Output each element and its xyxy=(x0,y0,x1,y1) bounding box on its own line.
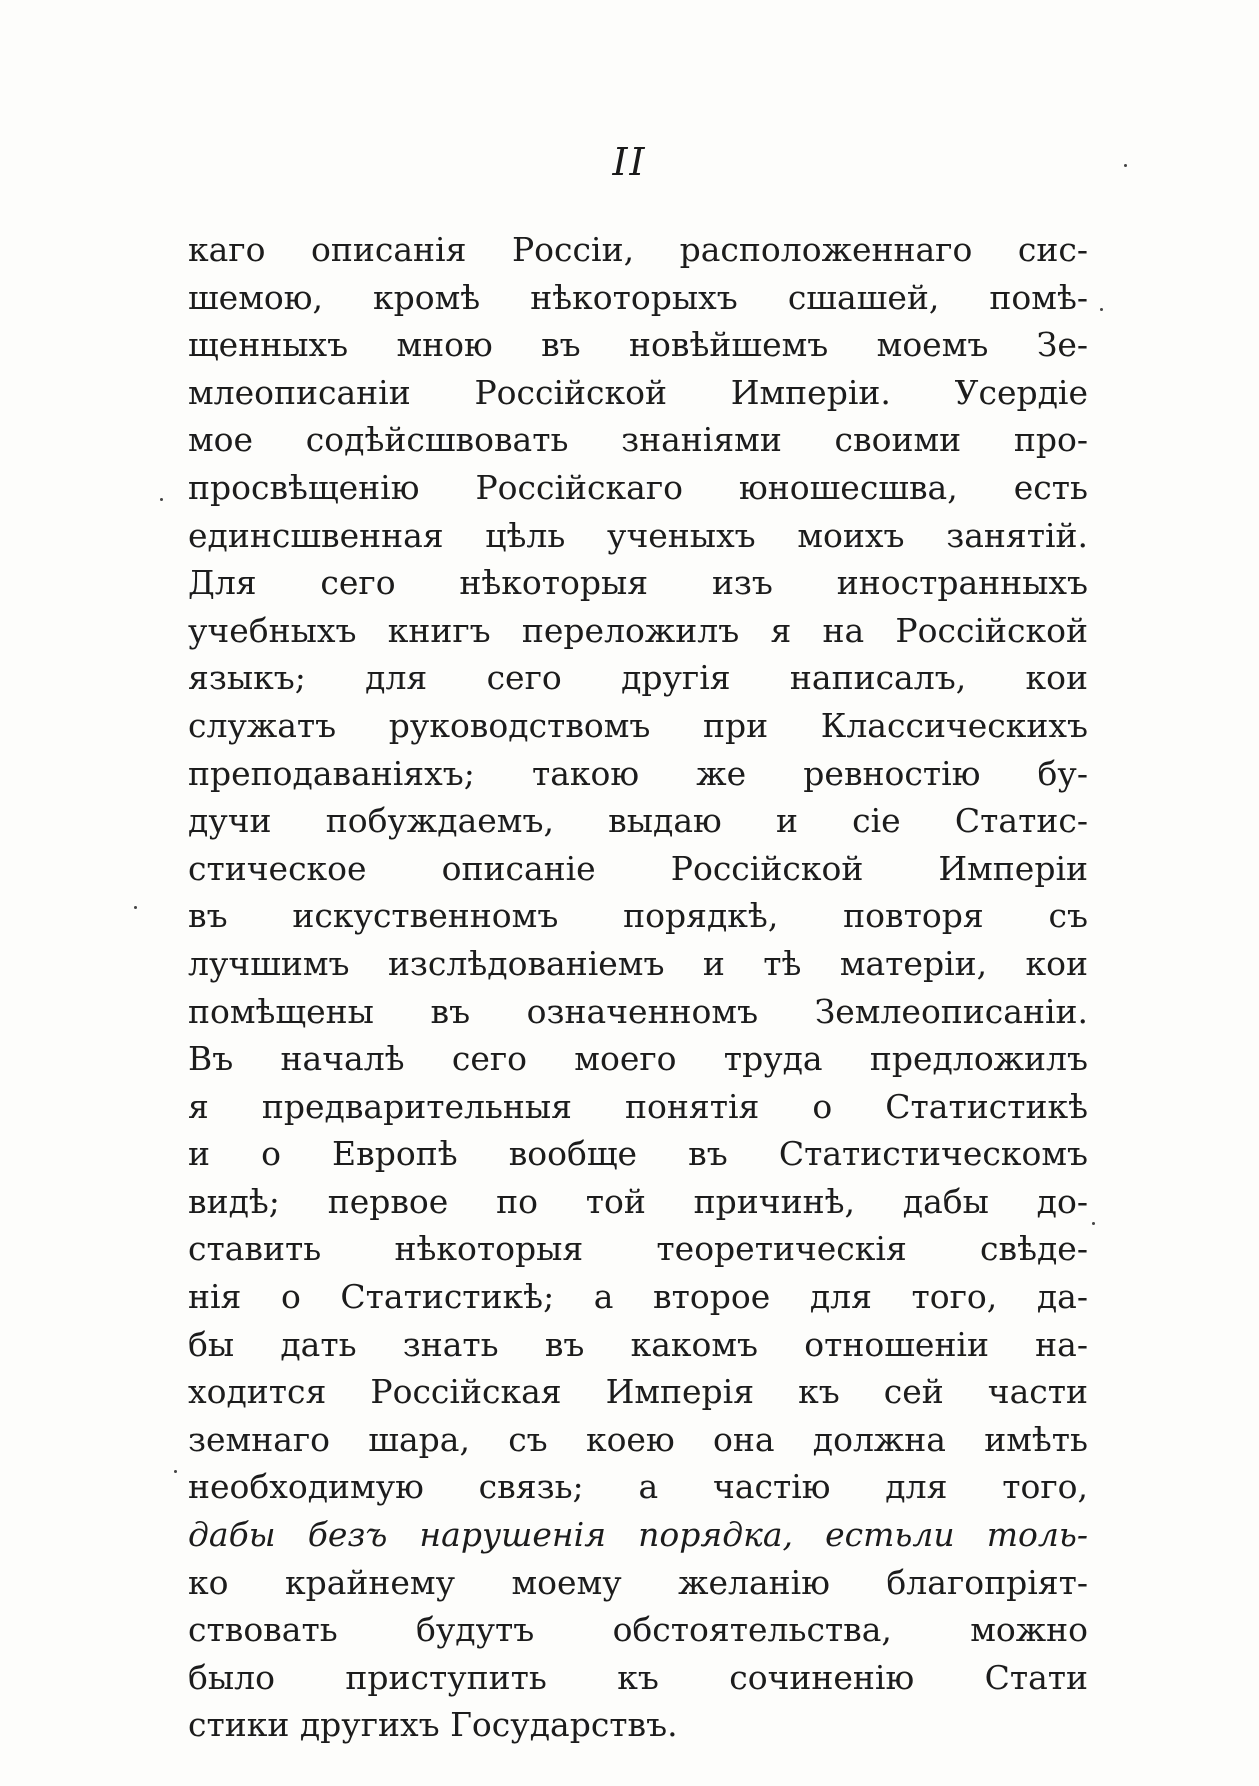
print-speck xyxy=(1124,164,1127,167)
text-line: стическое описаніе Россійской Имперіи xyxy=(188,848,1088,888)
text-line: млеописаніи Россійской Имперіи. Усердіе xyxy=(188,372,1088,412)
text-line: помѣщены въ означенномъ Землеописаніи. xyxy=(188,991,1088,1031)
text-line: служатъ руководствомъ при Классическихъ xyxy=(188,705,1088,745)
print-speck xyxy=(160,498,163,501)
text-line: было приступить къ сочиненію Стати xyxy=(188,1657,1088,1697)
text-line: земнаго шара, съ коею она должна имѣть xyxy=(188,1419,1088,1459)
text-line: каго описанія Россіи, расположеннаго сис- xyxy=(188,230,1088,269)
text-line: ставить нѣкоторыя теоретическія свѣде- xyxy=(188,1229,1088,1269)
text-line: учебныхъ книгъ переложилъ я на Россійской xyxy=(188,610,1088,650)
print-speck xyxy=(1092,1222,1095,1225)
text-line: Въ началѣ сего моего труда предложилъ xyxy=(188,1039,1088,1079)
text-line: въ искуственномъ порядкѣ, повторя съ xyxy=(188,896,1088,936)
text-line: языкъ; для сего другія написалъ, кои xyxy=(188,658,1088,698)
print-speck xyxy=(1100,308,1103,311)
text-line: нія о Статистикѣ; а второе для того, да- xyxy=(188,1277,1088,1317)
text-line: просвѣщенію Россійскаго юношесшва, есть xyxy=(188,467,1088,507)
text-line: бы дать знать въ какомъ отношеніи на- xyxy=(188,1324,1088,1364)
text-line-last: стики другихъ Государствъ. xyxy=(188,1705,678,1745)
text-line: ко крайнему моему желанію благопріят- xyxy=(188,1562,1088,1602)
text-line: ствовать будутъ обстоятельства, можно xyxy=(188,1610,1088,1650)
text-line: преподаваніяхъ; такою же ревностію бу- xyxy=(188,753,1088,793)
text-line: дучи побуждаемъ, выдаю и сіе Статис- xyxy=(188,801,1088,841)
text-line: лучшимъ изслѣдованіемъ и тѣ матеріи, кои xyxy=(188,943,1088,983)
text-line: шемою, кромѣ нѣкоторыхъ сшашей, помѣ- xyxy=(188,277,1088,317)
text-line: и о Европѣ вообще въ Статистическомъ xyxy=(188,1134,1088,1174)
text-line: Для сего нѣкоторыя изъ иностранныхъ xyxy=(188,563,1088,603)
text-line-italic: дабы безъ нарушенія порядка, естьли толь- xyxy=(188,1515,1088,1555)
text-line: единсшвенная цѣль ученыхъ моихъ занятій. xyxy=(188,515,1088,555)
text-line: я предварительныя понятія о Статистикѣ xyxy=(188,1086,1088,1126)
print-speck xyxy=(174,1470,177,1473)
text-line: видѣ; первое по той причинѣ, дабы до- xyxy=(188,1181,1088,1221)
page-number: II xyxy=(612,140,647,184)
text-line: необходимую связь; а частію для того, xyxy=(188,1467,1088,1507)
text-line: мое содѣйсшвовать знаніями своими про- xyxy=(188,420,1088,460)
text-line: ходится Россійская Имперія къ сей части xyxy=(188,1372,1088,1412)
text-line: щенныхъ мною въ новѣйшемъ моемъ Зе- xyxy=(188,325,1088,365)
print-speck xyxy=(134,906,137,909)
body-text xyxy=(188,226,1088,1749)
